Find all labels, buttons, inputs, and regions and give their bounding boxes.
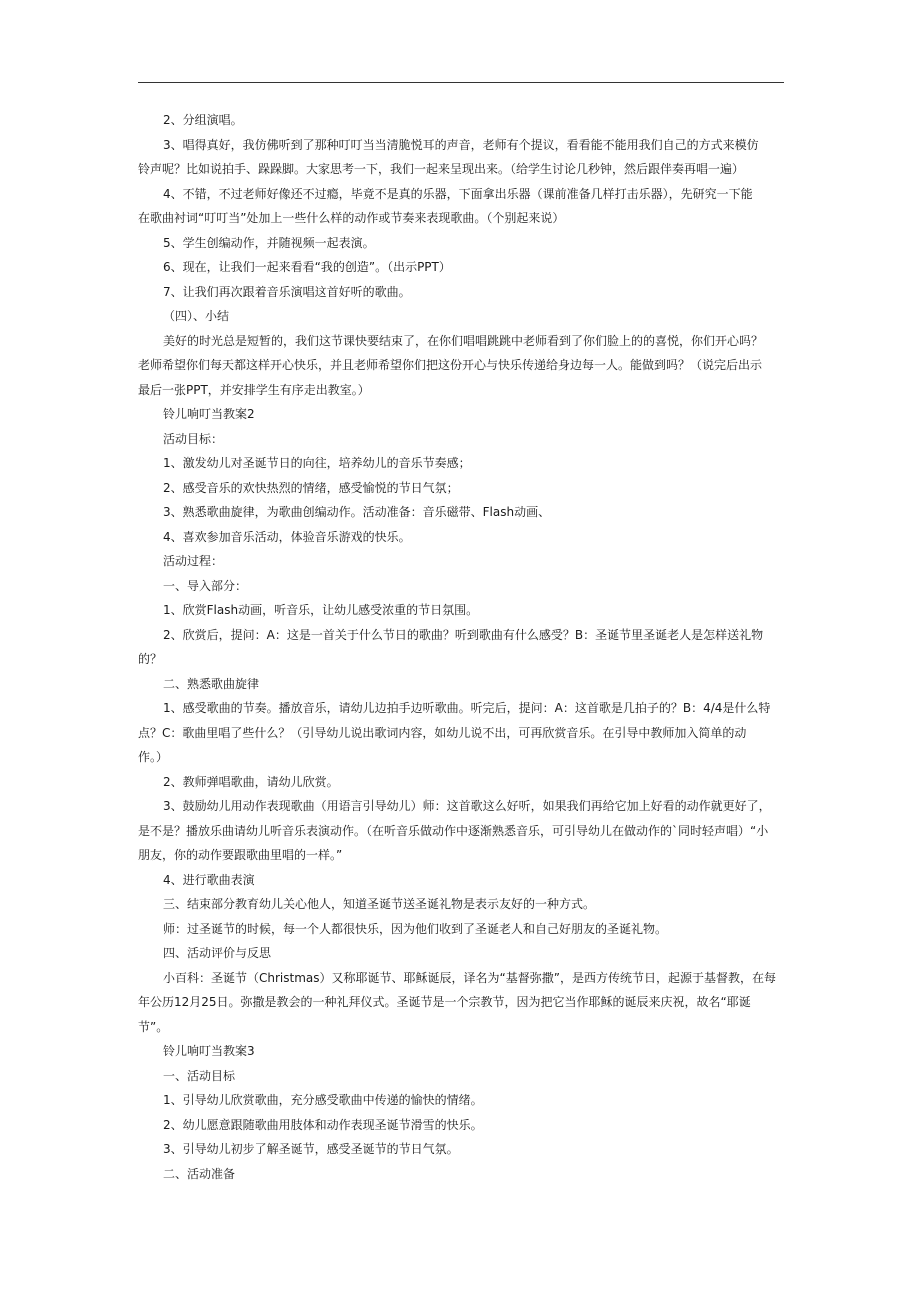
text-line: 1、引导幼儿欣赏歌曲，充分感受歌曲中传递的愉快的情绪。 (163, 1093, 483, 1107)
text-line: 老师希望你们每天都这样开心快乐，并且老师希望你们把这份开心与快乐传递给身边每一人。能做到吗？（说完后出示 (138, 358, 763, 372)
text-line: 2、教师弹唱歌曲，请幼儿欣赏。 (163, 774, 339, 789)
text-line: 4、不错，不过老师好像还不过瘾，毕竟不是真的乐器，下面拿出乐器（课前准备几样打击乐器），先研究一下能 (163, 186, 753, 201)
text-line: 三、结束部分教育幼儿关心他人，知道圣诞节送圣诞礼物是表示友好的一种方式。 (163, 897, 596, 911)
text-line: 的？ (138, 652, 163, 666)
text-line: 在歌曲衬词“叮叮当”处加上一些什么样的动作或节奏来表现歌曲。（个别起来说） (138, 211, 565, 225)
text-line: 3、鼓励幼儿用动作表现歌曲（用语言引导幼儿）师：这首歌这么好听，如果我们再给它加上好看的动作就更好了， (163, 799, 771, 813)
text-line: 美好的时光总是短暂的，我们这节课快要结束了，在你们唱唱跳跳中老师看到了你们脸上的的喜悦，你们开心吗？ (163, 333, 764, 348)
text-line: 3、唱得真好，我仿佛听到了那种叮叮当当清脆悦耳的声音，老师有个提议，看看能不能用我们自己的方式来模仿 (163, 137, 759, 152)
text-line: 7、让我们再次跟着音乐演唱这首好听的歌曲。 (163, 284, 411, 299)
text-line: 1、欣赏Flash动画，听音乐，让幼儿感受浓重的节日氛围。 (163, 603, 479, 617)
text-line: 4、进行歌曲表演 (163, 872, 255, 887)
text-line: 节”。 (138, 1019, 169, 1034)
text-line: 点？C：歌曲里唱了些什么？（引导幼儿说出歌词内容，如幼儿说不出，可再欣赏音乐。在引导中教师加入简单的动 (138, 725, 747, 740)
text-line: （四）、小结 (163, 309, 230, 323)
text-line: 师：过圣诞节的时候，每一个人都很快乐，因为他们收到了圣诞老人和自己好朋友的圣诞礼物。 (163, 921, 668, 936)
text-line: 2、欣赏后，提问：A：这是一首关于什么节日的歌曲？听到歌曲有什么感受？B：圣诞节里圣诞老人是怎样送礼物 (163, 627, 764, 642)
text-line: 4、喜欢参加音乐活动，体验音乐游戏的快乐。 (163, 529, 411, 544)
text-line: 活动目标： (163, 431, 224, 446)
text-line: 铃声呢？比如说拍手、跺跺脚。大家思考一下，我们一起来呈现出来。（给学生讨论几秒钟，然后跟伴奏再唱一遍） (138, 162, 745, 176)
text-line: 6、现在，让我们一起来看看“我的创造”。（出示PPT） (163, 260, 451, 274)
text-line: 二、活动准备 (163, 1166, 236, 1181)
text-line: 铃儿响叮当教案3 (163, 1044, 255, 1058)
header-rule (138, 82, 784, 83)
text-line: 小百科：圣诞节（Christmas）又称耶诞节、耶稣诞辰，译名为“基督弥撒”，是西方传统节日，起源于基督教，在每 (163, 970, 776, 985)
text-line: 四、活动评价与反思 (163, 946, 272, 960)
text-line: 2、感受音乐的欢快热烈的情绪，感受愉悦的节日气氛； (163, 480, 459, 495)
text-line: 2、幼儿愿意跟随歌曲用肢体和动作表现圣诞节滑雪的快乐。 (163, 1117, 483, 1132)
text-line: 最后一张PPT，并安排学生有序走出教室。） (138, 382, 370, 397)
text-line: 3、熟悉歌曲旋律，为歌曲创编动作。活动准备：音乐磁带、Flash动画、 (163, 505, 551, 519)
text-line: 铃儿响叮当教案2 (163, 407, 255, 421)
text-line: 3、引导幼儿初步了解圣诞节，感受圣诞节的节日气氛。 (163, 1142, 459, 1156)
text-line: 活动过程： (163, 554, 224, 568)
text-line: 作。） (138, 750, 169, 764)
text-line: 年公历12月25日。弥撒是教会的一种礼拜仪式。圣诞节是一个宗教节，因为把它当作耶稣的诞辰来庆祝，故名“耶诞 (138, 995, 751, 1009)
text-line: 是不是？播放乐曲请幼儿听音乐表演动作。（在听音乐做动作中逐渐熟悉音乐，可引导幼儿在做动作的`同时轻声唱）“小 (138, 823, 769, 838)
text-line: 1、激发幼儿对圣诞节日的向往，培养幼儿的音乐节奏感； (163, 456, 471, 470)
text-line: 二、熟悉歌曲旋律 (163, 676, 260, 691)
text-line: 1、感受歌曲的节奏。播放音乐，请幼儿边拍手边听歌曲。听完后，提问：A：这首歌是几拍子的？B：4/4是什么特 (163, 701, 771, 715)
text-line: 朋友，你的动作要跟歌曲里唱的一样。” (138, 848, 343, 862)
text-line: 5、学生创编动作，并随视频一起表演。 (163, 235, 375, 250)
text-line: 一、活动目标 (163, 1068, 236, 1083)
text-line: 一、导入部分： (163, 578, 248, 593)
document-body (138, 108, 784, 1186)
text-line: 2、分组演唱。 (163, 113, 243, 127)
